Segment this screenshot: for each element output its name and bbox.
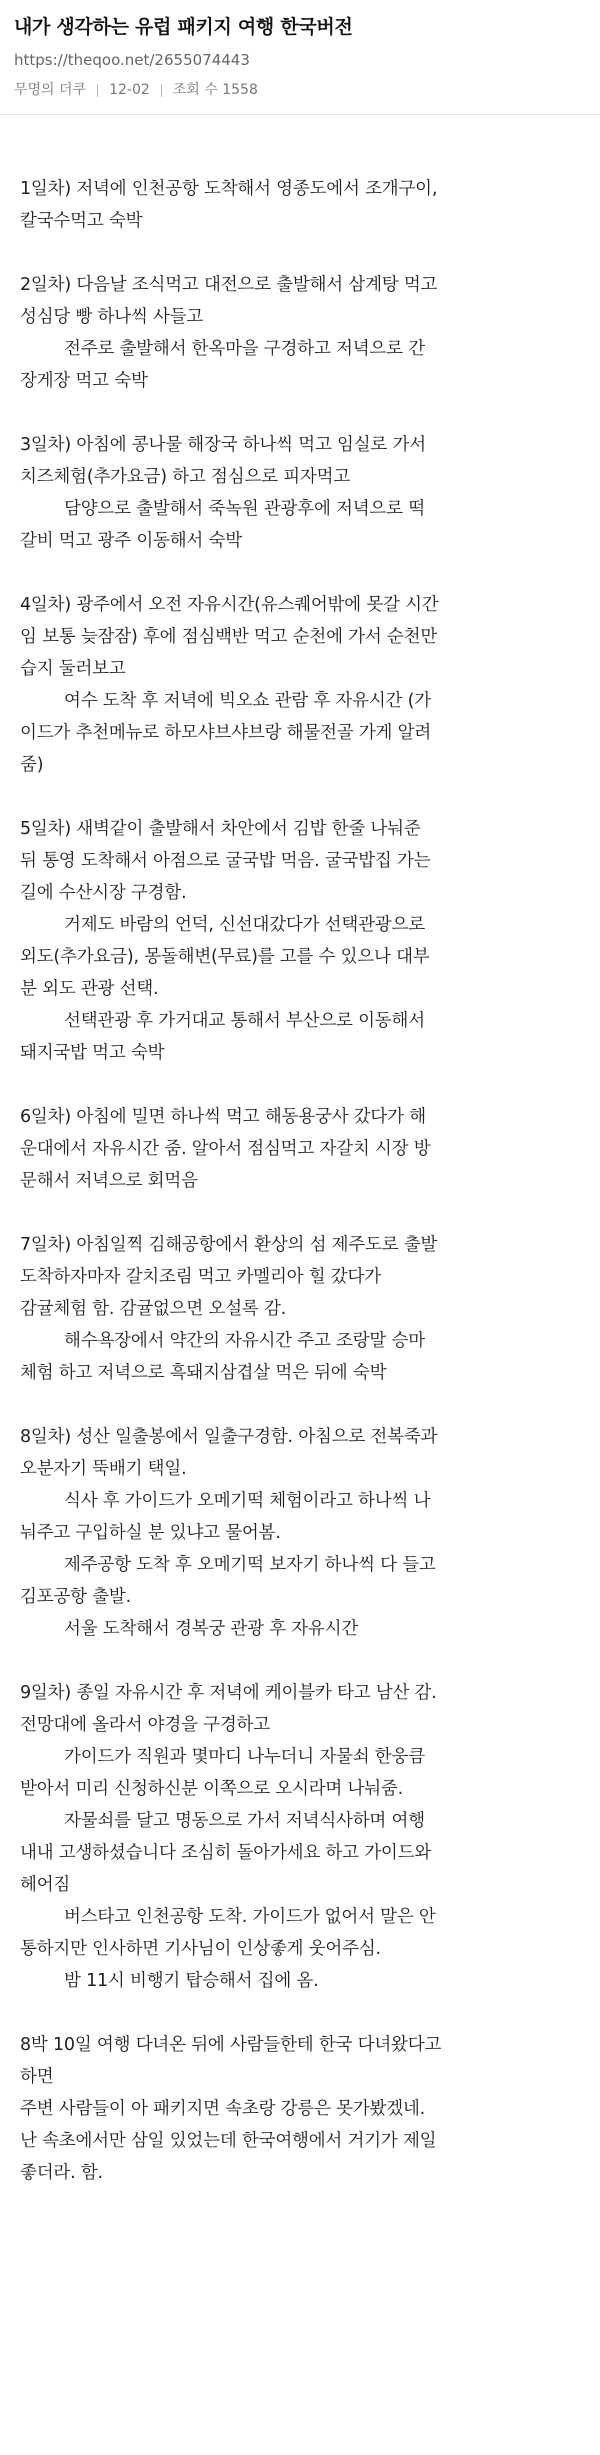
- text-line: 담양으로 출발해서 죽녹원 관광후에 저녁으로 떡: [64, 499, 425, 519]
- text-line: 좋더라. 함.: [20, 2163, 103, 2183]
- text-line: 2일차) 다음날 조식먹고 대전으로 출발해서 삼계탕 먹고: [20, 275, 438, 295]
- text-line: 4일차) 광주에서 오전 자유시간(유스퀘어밖에 못갈 시간: [20, 595, 439, 615]
- text-line: 줌): [20, 755, 44, 775]
- text-line: 통하지만 인사하면 기사님이 인상좋게 웃어주심.: [20, 1939, 381, 1959]
- paragraph: [20, 269, 584, 397]
- text-line: 5일차) 새벽같이 출발해서 차안에서 김밥 한줄 나눠준: [20, 819, 421, 839]
- text-line: 이드가 추천메뉴로 하모샤브샤브랑 해물전골 가게 알려: [20, 723, 432, 743]
- text-line: 눠주고 구입하실 분 있냐고 물어봄.: [20, 1523, 281, 1543]
- text-line: 뒤 통영 도착해서 아점으로 굴국밥 먹음. 굴국밥집 가는: [20, 851, 431, 871]
- text-line: 7일차) 아침일찍 김해공항에서 환상의 섬 제주도로 출발: [20, 1235, 438, 1255]
- text-line: 오분자기 뚝배기 택일.: [20, 1459, 187, 1479]
- text-line: 분 외도 관광 선택.: [20, 979, 159, 999]
- post-header: [0, 0, 600, 100]
- paragraph: [20, 1677, 584, 1997]
- text-line: 감귤체험 함. 감귤없으면 오설록 감.: [20, 1299, 287, 1319]
- post-url[interactable]: https://theqoo.net/2655074443: [14, 51, 250, 69]
- paragraph-gap: [20, 1069, 584, 1101]
- text-line: 외도(추가요금), 몽돌해변(무료)를 고를 수 있으나 대부: [20, 947, 430, 967]
- text-line: 돼지국밥 먹고 숙박: [20, 1043, 165, 1063]
- paragraph-gap: [20, 1389, 584, 1421]
- text-line: 난 속초에서만 삼일 있었는데 한국여행에서 거기가 제일: [20, 2131, 437, 2151]
- text-line: 여수 도착 후 저녁에 빅오쇼 관람 후 자유시간 (가: [64, 691, 431, 711]
- paragraph: [20, 2029, 584, 2189]
- text-line: 치즈체험(추가요금) 하고 점심으로 피자먹고: [20, 467, 351, 487]
- text-line: 전망대에 올라서 야경을 구경하고: [20, 1715, 270, 1735]
- text-line: 운대에서 자유시간 줌. 알아서 점심먹고 자갈치 시장 방: [20, 1139, 431, 1159]
- text-line: 8일차) 성산 일출봉에서 일출구경함. 아침으로 전복죽과: [20, 1427, 438, 1447]
- text-line: 서울 도착해서 경복궁 관광 후 자유시간: [64, 1619, 359, 1639]
- paragraph: [20, 1229, 584, 1389]
- paragraph-gap: [20, 1645, 584, 1677]
- post-date: 12-02: [109, 82, 150, 98]
- text-line: 헤어짐: [20, 1875, 71, 1895]
- text-line: 전주로 출발해서 한옥마을 구경하고 저녁으로 간: [64, 339, 425, 359]
- text-line: 김포공항 출발.: [20, 1587, 131, 1607]
- paragraph-gap: [20, 557, 584, 589]
- text-line: 버스타고 인천공항 도착. 가이드가 없어서 말은 안: [64, 1907, 436, 1927]
- paragraph: [20, 173, 584, 237]
- text-line: 내내 고생하셨습니다 조심히 돌아가세요 하고 가이드와: [20, 1843, 432, 1863]
- post-body: [0, 115, 600, 2189]
- paragraph: [20, 1101, 584, 1197]
- meta-divider: [161, 84, 162, 97]
- text-line: 습지 둘러보고: [20, 659, 126, 679]
- text-line: 9일차) 종일 자유시간 후 저녁에 케이블카 타고 남산 감.: [20, 1683, 437, 1703]
- text-line: 식사 후 가이드가 오메기떡 체험이라고 하나씩 나: [64, 1491, 431, 1511]
- post-meta: [14, 80, 588, 100]
- paragraph-gap: [20, 237, 584, 269]
- text-line: 칼국수먹고 숙박: [20, 211, 143, 231]
- text-line: 갈비 먹고 광주 이동해서 숙박: [20, 531, 242, 551]
- paragraph: [20, 429, 584, 557]
- text-line: 자물쇠를 달고 명동으로 가서 저녁식사하며 여행: [64, 1811, 425, 1831]
- text-line: 선택관광 후 가거대교 통해서 부산으로 이동해서: [64, 1011, 425, 1031]
- text-line: 도착하자마자 갈치조림 먹고 카멜리아 힐 갔다가: [20, 1267, 381, 1287]
- text-line: 주변 사람들이 아 패키지면 속초랑 강릉은 못가봤겠네.: [20, 2099, 426, 2119]
- author-name[interactable]: 무명의 더쿠: [14, 82, 87, 98]
- paragraph: [20, 1421, 584, 1645]
- text-line: 밤 11시 비행기 탑승해서 집에 옴.: [64, 1971, 319, 1991]
- post-title: 내가 생각하는 유럽 패키지 여행 한국버전: [14, 16, 353, 38]
- text-line: 6일차) 아침에 밀면 하나씩 먹고 해동용궁사 갔다가 해: [20, 1107, 426, 1127]
- text-line: 장게장 먹고 숙박: [20, 371, 148, 391]
- text-line: 제주공항 도착 후 오메기떡 보자기 하나씩 다 들고: [64, 1555, 436, 1575]
- text-line: 8박 10일 여행 다녀온 뒤에 사람들한테 한국 다녀왔다고: [20, 2035, 442, 2055]
- text-line: 1일차) 저녁에 인천공항 도착해서 영종도에서 조개구이,: [20, 179, 438, 199]
- paragraph-gap: [20, 781, 584, 813]
- meta-divider: [97, 84, 98, 97]
- text-line: 임 보통 늦잠잠) 후에 점심백반 먹고 순천에 가서 순천만: [20, 627, 438, 647]
- text-line: 문해서 저녁으로 회먹음: [20, 1171, 198, 1191]
- paragraph-gap: [20, 397, 584, 429]
- text-line: 가이드가 직원과 몇마디 나누더니 자물쇠 한웅큼: [64, 1747, 425, 1767]
- paragraph-gap: [20, 1997, 584, 2029]
- paragraph: [20, 813, 584, 1069]
- text-line: 해수욕장에서 약간의 자유시간 주고 조랑말 승마: [64, 1331, 425, 1351]
- paragraph-gap: [20, 1197, 584, 1229]
- text-line: 성심당 빵 하나씩 사들고: [20, 307, 204, 327]
- paragraph: [20, 589, 584, 781]
- text-line: 받아서 미리 신청하신분 이쪽으로 오시라며 나눠줌.: [20, 1779, 403, 1799]
- text-line: 하면: [20, 2067, 54, 2087]
- text-line: 체험 하고 저녁으로 흑돼지삼겹살 먹은 뒤에 숙박: [20, 1363, 387, 1383]
- view-count: 조회 수 1558: [172, 82, 258, 98]
- text-line: 거제도 바람의 언덕, 신선대갔다가 선택관광으로: [64, 915, 425, 935]
- text-line: 3일차) 아침에 콩나물 해장국 하나씩 먹고 임실로 가서: [20, 435, 426, 455]
- text-line: 길에 수산시장 구경함.: [20, 883, 187, 903]
